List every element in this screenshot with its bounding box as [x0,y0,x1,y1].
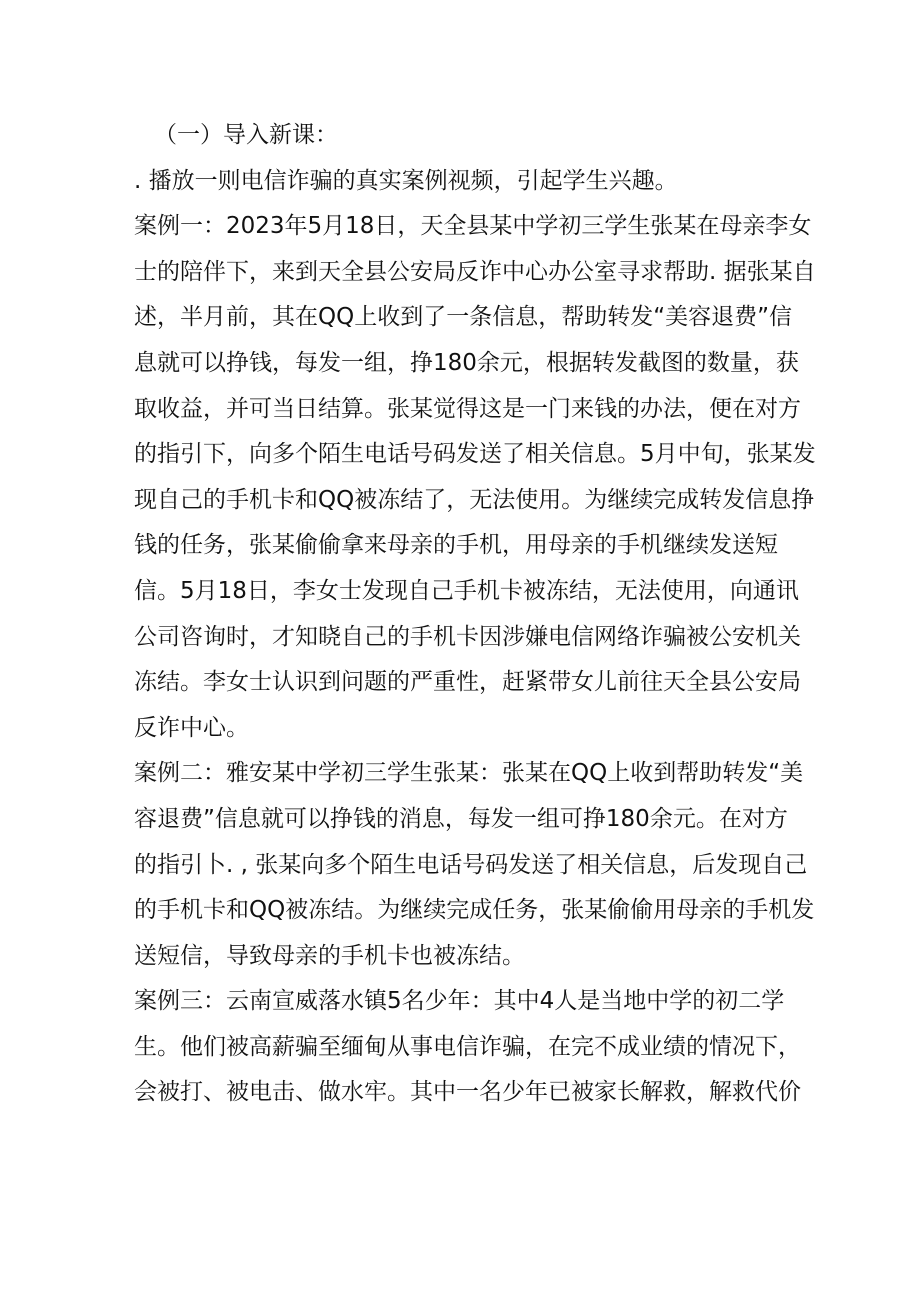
text-line: 的指引下，向多个陌生电话号码发送了相关信息。5月中旬，张某发 [134,441,816,468]
text-line: 述，半月前，其在QQ上收到了一条信息，帮助转发“美容退费”信 [134,304,793,331]
text-line: 案例二：雅安某中学初三学生张某：张某在QQ上收到帮助转发“美 [134,760,804,787]
text-line: 送短信，导致母亲的手机卡也被冻结。 [134,942,525,969]
document-body [134,113,816,1116]
text-line: 会被打、被电击、做水牢。其中一名少年已被家长解救，解救代价 [134,1079,801,1106]
text-line: 现自己的手机卡和QQ被冻结了，无法使用。为继续完成转发信息挣 [134,486,815,513]
text-line: 冻结。李女士认识到问题的严重性，赶紧带女儿前往天全县公安局 [134,669,801,696]
text-line: 公司咨询时，才知晓自己的手机卡因涉嫌电信网络诈骗被公安机关 [134,623,801,650]
text-line: 生。他们被高薪骗至缅甸从事电信诈骗，在完不成业绩的情况下， [134,1033,801,1060]
text-line: 案例三：云南宣威落水镇5名少年：其中4人是当地中学的初二学 [134,988,785,1015]
text-line: . 播放一则电信诈骗的真实案例视频，引起学生兴趣。 [134,167,678,194]
text-line: 取收益，并可当日结算。张某觉得这是一门来钱的办法，便在对方 [134,395,801,422]
text-line: 的手机卡和QQ被冻结。为继续完成任务，张某偷偷用母亲的手机发 [134,897,815,924]
text-line: 反诈中心。 [134,714,249,741]
text-line: 息就可以挣钱，每发一组，挣180余元，根据转发截图的数量，获 [134,349,799,376]
text-line: 容退费”信息就可以挣钱的消息，每发一组可挣180余元。在对方 [134,805,788,832]
section-heading: （一）导入新课： [154,122,338,148]
text-line: 的指引卜. , 张某向多个陌生电话号码发送了相关信息，后发现自己 [134,851,808,878]
text-line: 士的陪伴下，来到天全县公安局反诈中心办公室寻求帮助. 据张某自 [134,258,816,285]
text-line: 案例一：2023年5月18日，天全县某中学初三学生张某在母亲李女 [134,213,812,240]
text-line: 钱的任务，张某偷偷拿来母亲的手机，用母亲的手机继续发送短 [134,532,778,559]
text-line: 信。5月18日，李女士发现自己手机卡被冻结，无法使用，向通讯 [134,577,799,604]
